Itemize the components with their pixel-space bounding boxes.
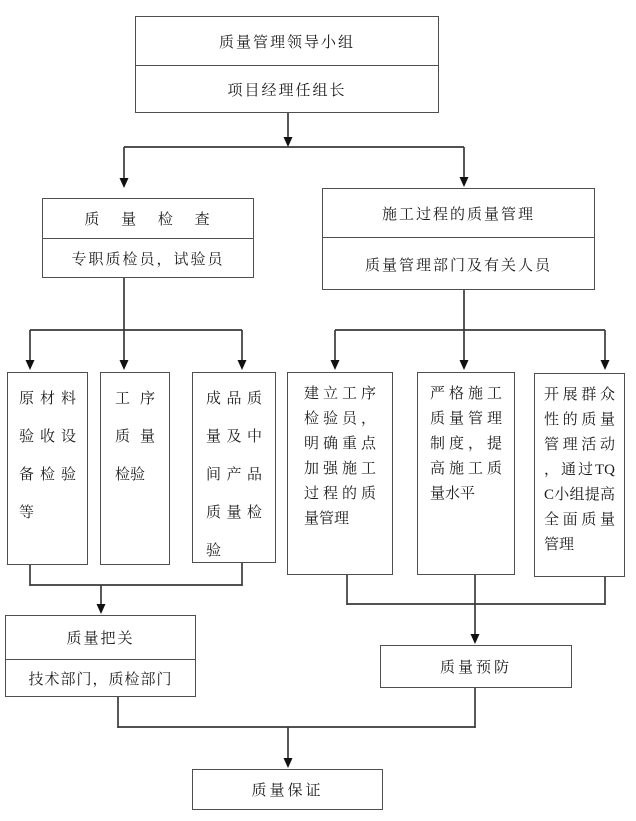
arrow-into-split-bar — [284, 137, 293, 147]
arrow-into-task2 — [120, 360, 129, 370]
node-quality-gatekeeping — [5, 615, 196, 697]
node-quality-prevention — [380, 645, 572, 688]
quality-inspection-subtitle: 专职质检员，试验员 — [71, 252, 225, 268]
node-finished-product-inspection: 成品质量及中间产品质量检验 — [192, 372, 276, 563]
quality-assurance-title: 质量保证 — [251, 783, 324, 799]
arrow-into-gate — [97, 604, 106, 614]
quality-inspection-title: 质 量 检 查 — [43, 199, 253, 239]
node-quality-leading-group — [135, 16, 439, 113]
arrow-into-task6 — [601, 360, 610, 370]
process-management-subtitle: 质量管理部门及有关人员 — [364, 257, 552, 274]
arrow-into-task1 — [26, 360, 35, 370]
node-procedure-quality-inspection: 工序质量检验 — [100, 372, 170, 565]
arrow-into-process — [460, 177, 469, 187]
node-quality-inspection — [42, 198, 254, 278]
arrow-into-inspection — [120, 178, 129, 188]
node-raw-material-acceptance: 原材料验收设备检验等 — [7, 372, 88, 565]
arrow-into-prevention — [471, 634, 480, 644]
node-strict-quality-system: 严格施工质量管理制度，提高施工质量水平 — [417, 372, 515, 575]
leading-group-subtitle: 项目经理任组长 — [227, 83, 347, 99]
node-quality-assurance — [192, 769, 383, 810]
node-establish-procedure-inspectors: 建立工序检验员，明确重点加强施工过程的质量管理 — [287, 372, 393, 575]
process-management-title: 施工过程的质量管理 — [323, 189, 594, 238]
node-mass-quality-activities-tqc: 开展群众性的质量管理活动，通过TQC小组提高全面质量管理 — [534, 373, 625, 577]
arrow-into-task4 — [331, 360, 340, 370]
quality-prevention-title: 质量预防 — [439, 660, 512, 676]
leading-group-title: 质量管理领导小组 — [136, 17, 438, 66]
arrow-into-task3 — [238, 360, 247, 370]
quality-gatekeeping-title: 质量把关 — [6, 616, 195, 660]
quality-gatekeeping-subtitle: 技术部门，质检部门 — [28, 671, 173, 688]
node-process-quality-management — [322, 188, 595, 290]
arrow-into-task5 — [460, 360, 469, 370]
arrow-into-assurance — [284, 758, 293, 768]
